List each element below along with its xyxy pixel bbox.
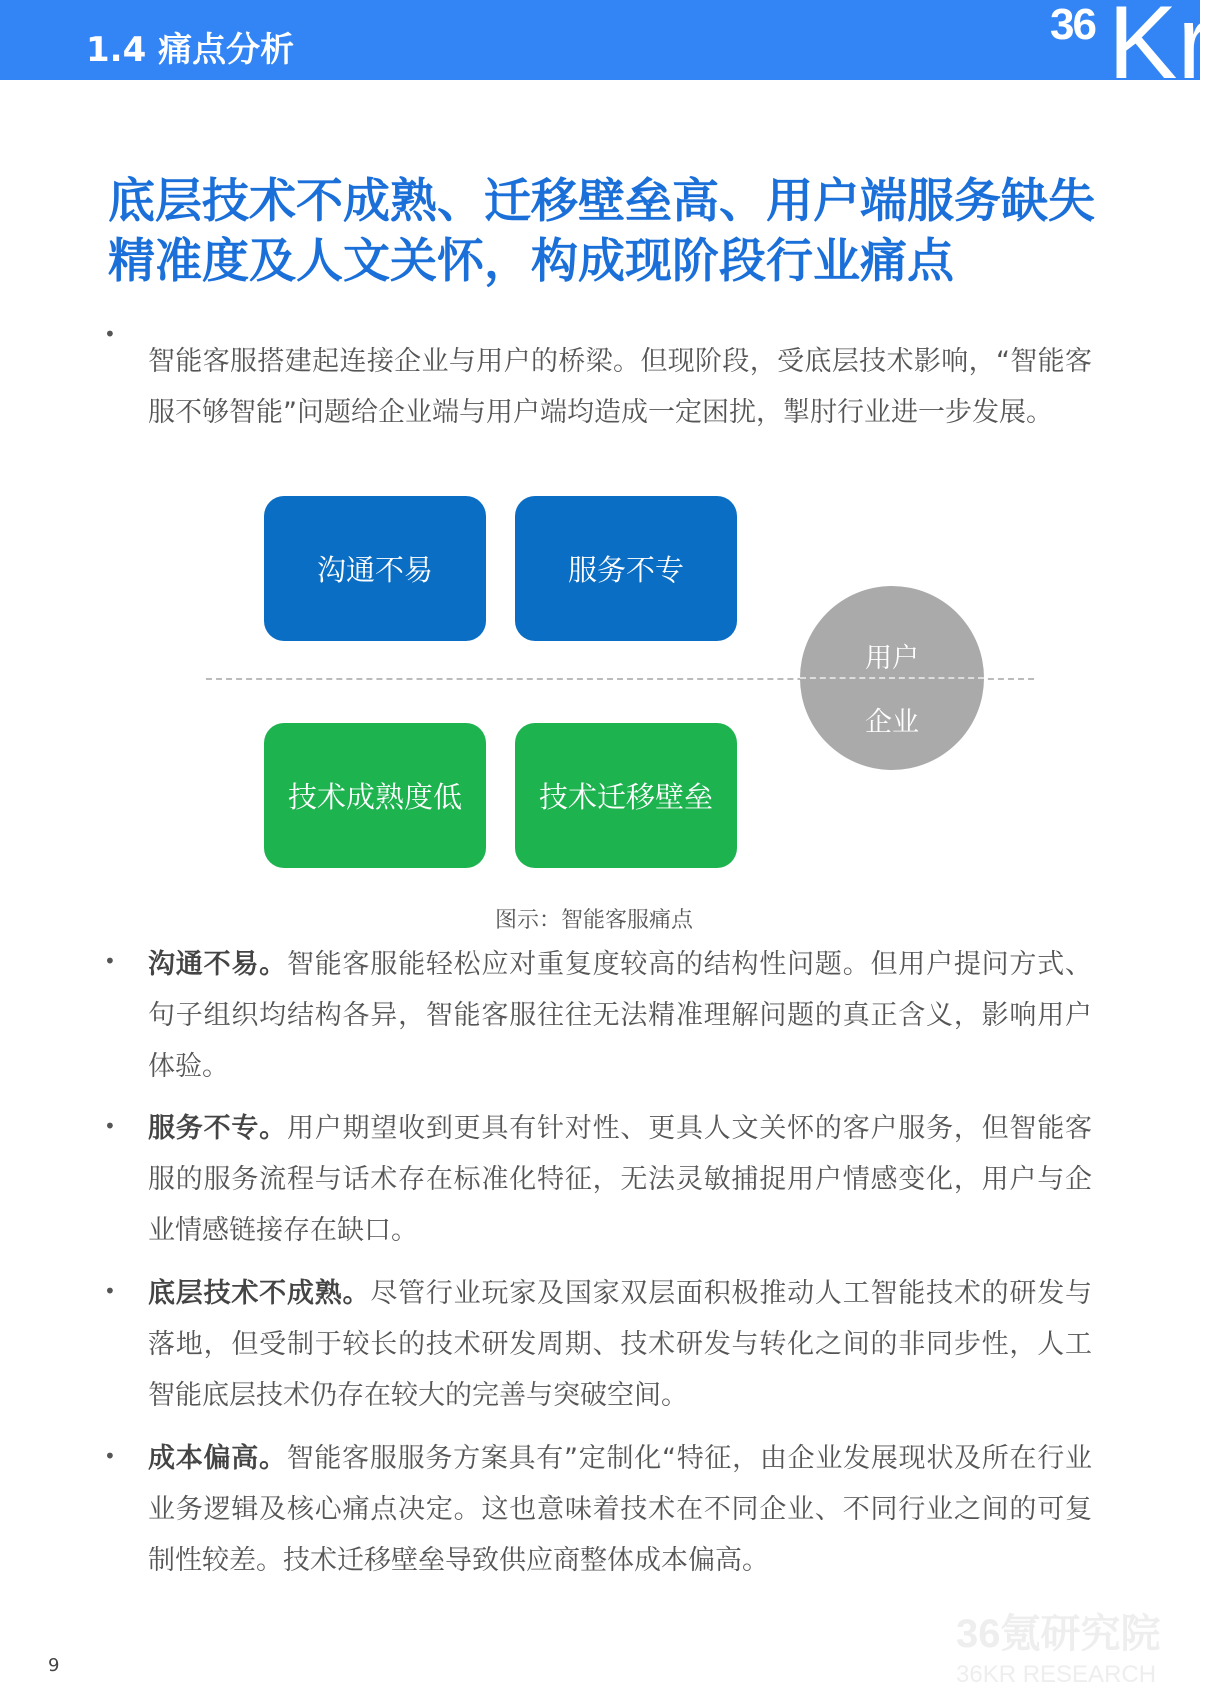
intro-paragraph: 智能客服搭建起连接企业与用户的桥梁。但现阶段，受底层技术影响，“智能客服不够智能”问题给企业端与用户端均造成一定困扰，掣肘行业进一步发展。 (148, 346, 1092, 428)
point-head: 成本偏高。 (148, 1443, 287, 1474)
point-paragraph (148, 1268, 1092, 1421)
logo-36kr: 36 Kr (1050, 0, 1212, 101)
point-head: 服务不专。 (148, 1113, 287, 1144)
point-text: 智能客服服务方案具有”定制化“特征，由企业发展现状及所在行业业务逻辑及核心痛点决定。这也意味着技术在不同企业、不同行业之间的可复制性较差。技术迁移壁垒导致供应商整体成本偏高。 (148, 1443, 1092, 1576)
circle-label-enterprise: 企业 (865, 707, 919, 738)
page-title: 底层技术不成熟、迁移壁垒高、用户端服务缺失精准度及人文关怀，构成现阶段行业痛点 (108, 174, 1095, 289)
box-tech-maturity: 技术成熟度低 (264, 723, 486, 868)
bullet-icon: • (104, 1444, 116, 1468)
point-head: 沟通不易。 (148, 949, 287, 980)
bullet-icon: • (104, 1279, 116, 1303)
user-enterprise-circle (800, 586, 984, 770)
watermark-cn: 36氪研究院 (956, 1612, 1161, 1656)
bullet-icon: • (104, 949, 116, 973)
watermark (956, 1602, 1161, 1689)
watermark-en: 36KR RESEARCH (956, 1661, 1157, 1688)
box-tech-migration: 技术迁移壁垒 (515, 723, 737, 868)
circle-divider (800, 677, 984, 679)
point-paragraph (148, 939, 1092, 1092)
point-text: 用户期望收到更具有针对性、更具人文关怀的客户服务，但智能客服的服务流程与话术存在标准化特征，无法灵敏捕捉用户情感变化，用户与企业情感链接存在缺口。 (148, 1113, 1093, 1246)
point-paragraph (148, 1433, 1092, 1586)
box-service: 服务不专 (515, 496, 737, 641)
point-text: 尽管行业玩家及国家双层面积极推动人工智能技术的研发与落地，但受制于较长的技术研发周期、技术研发与转化之间的非同步性，人工智能底层技术仍存在较大的完善与突破空间。 (148, 1278, 1093, 1411)
bullet-icon: • (104, 322, 116, 346)
box-communication: 沟通不易 (264, 496, 486, 641)
bullet-icon: • (104, 1114, 116, 1138)
figure-caption: 图示：智能客服痛点 (494, 908, 693, 933)
page-number: 9 (48, 1655, 60, 1676)
section-title: 1.4 痛点分析 (86, 30, 295, 70)
header-bar (0, 0, 1212, 101)
circle-label-user: 用户 (865, 643, 919, 674)
point-paragraph (148, 1103, 1092, 1256)
point-head: 底层技术不成熟。 (148, 1278, 371, 1309)
point-text: 智能客服能轻松应对重复度较高的结构性问题。但用户提问方式、句子组织均结构各异，智能客服往往无法精准理解问题的真正含义，影响用户体验。 (148, 949, 1093, 1082)
